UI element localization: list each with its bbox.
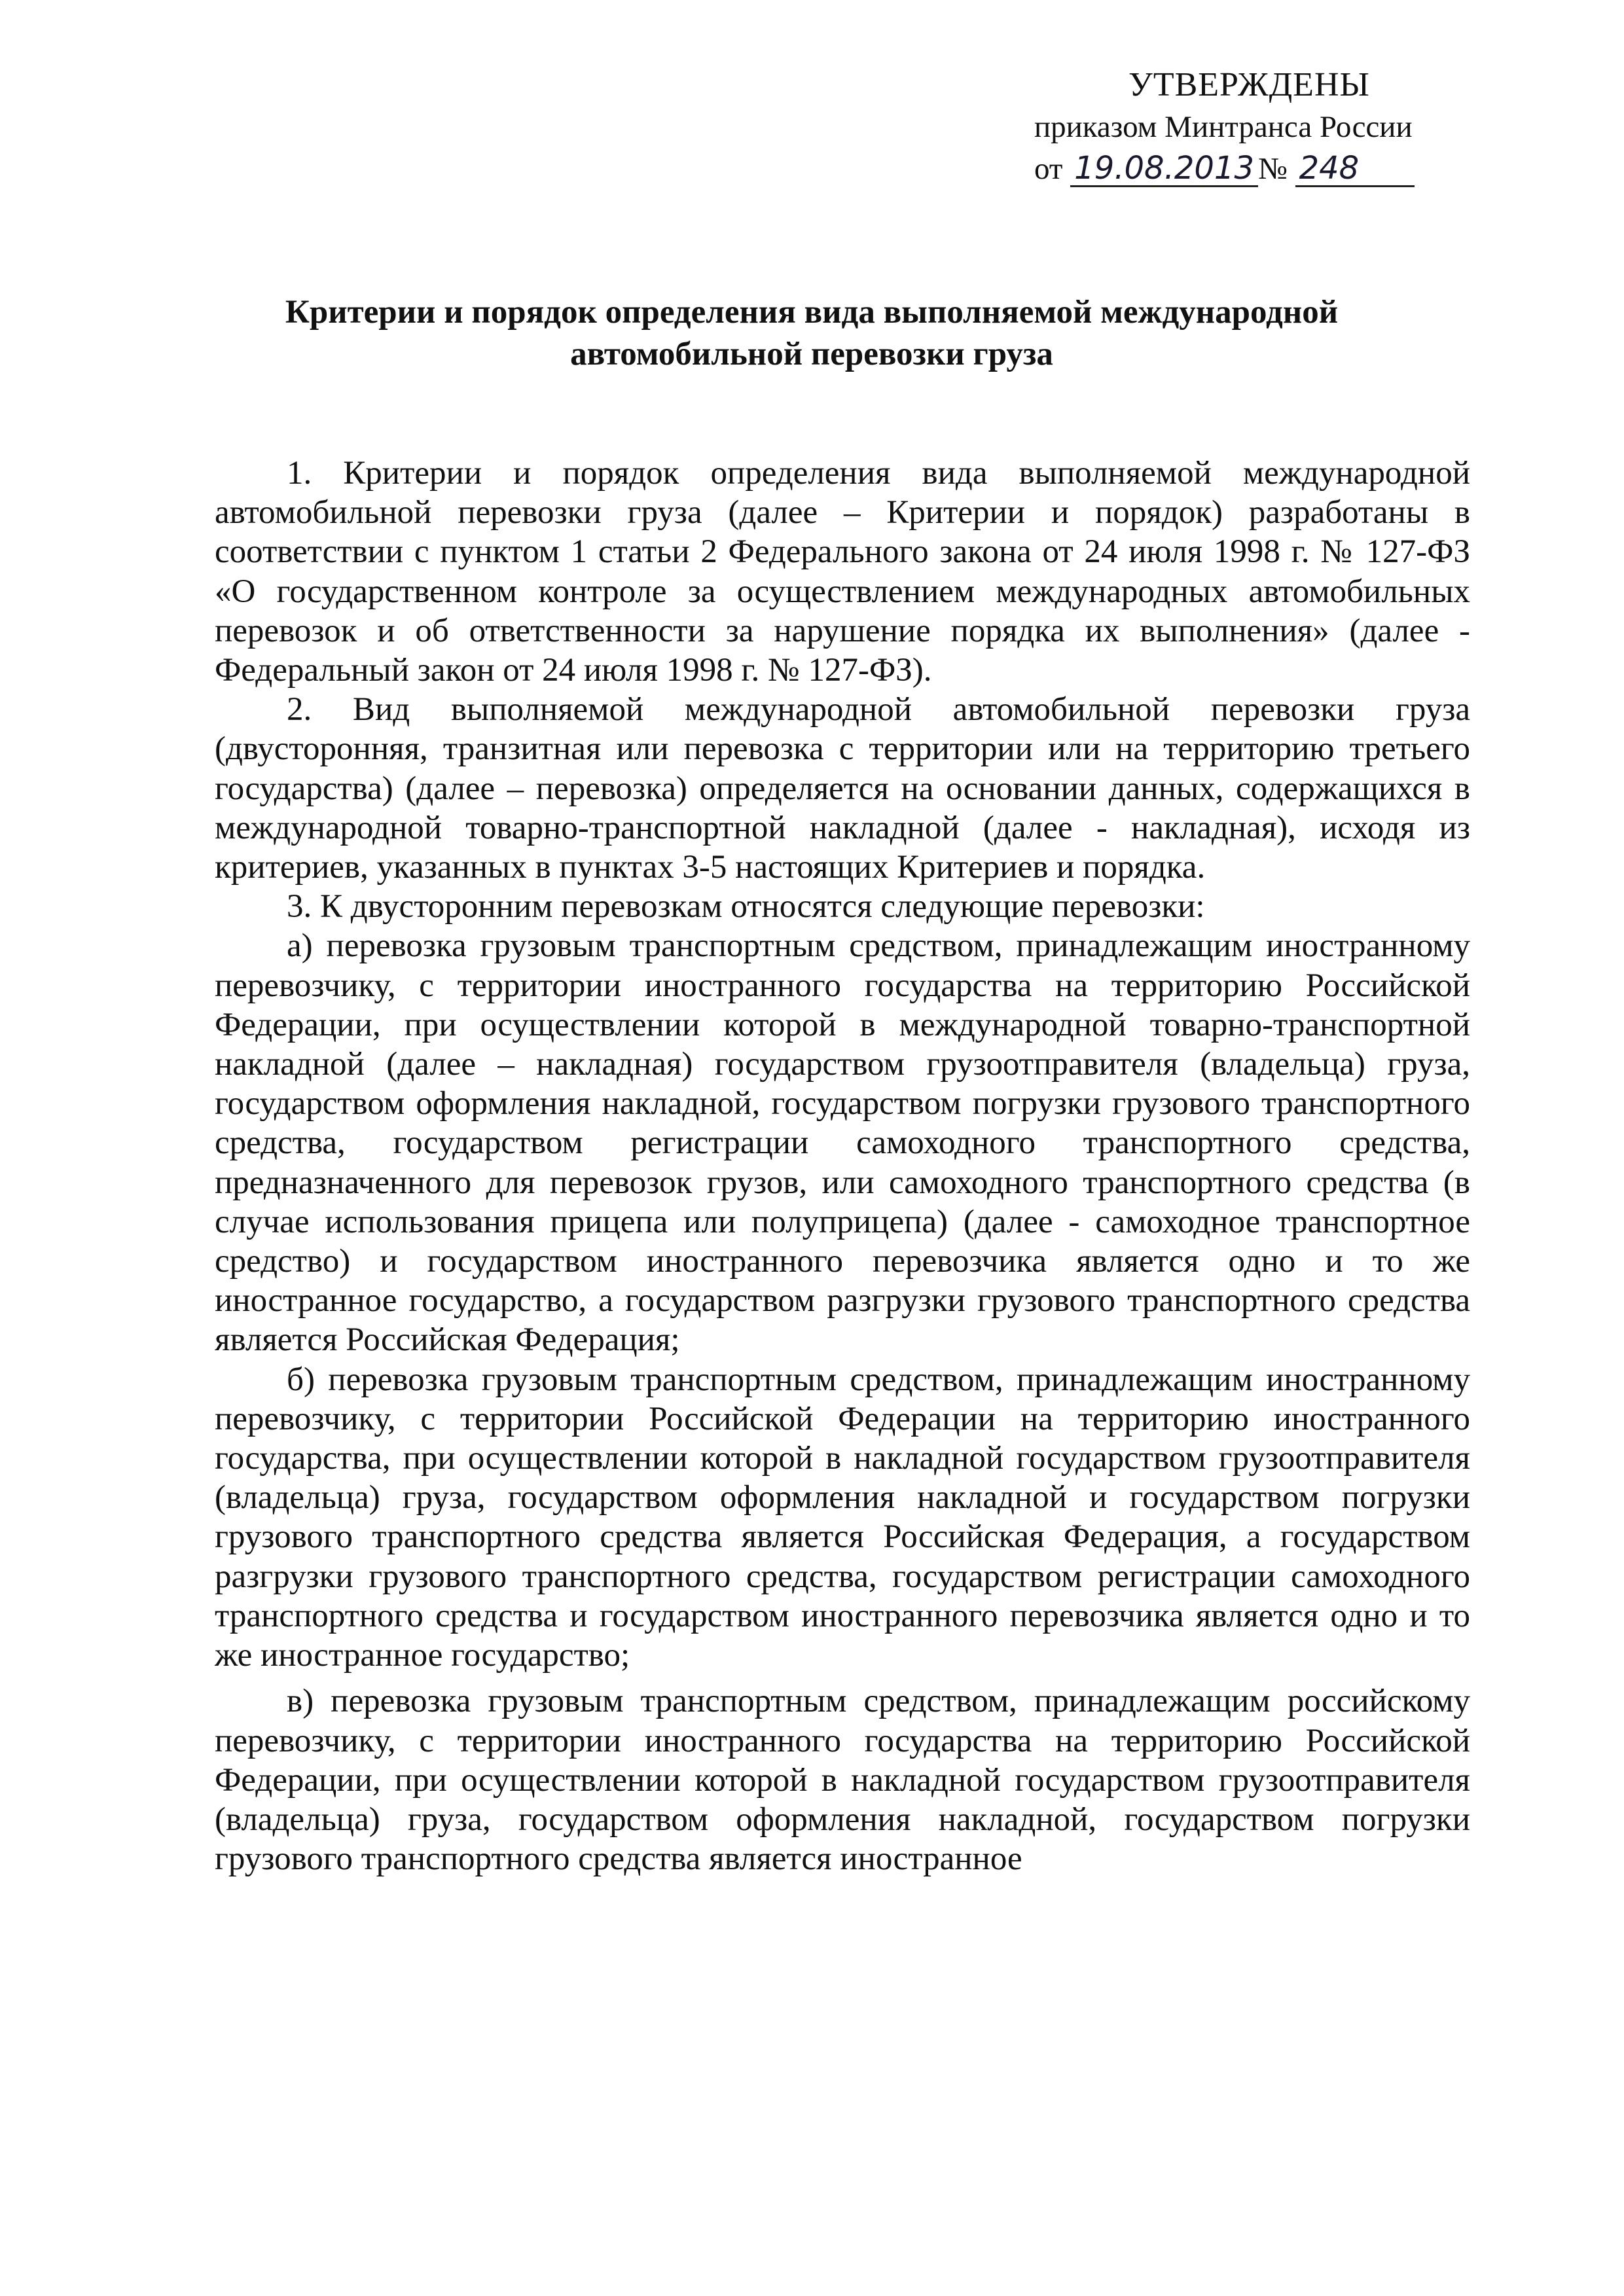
approval-date-line [1034,149,1415,188]
paragraph-2: 2. Вид выполняемой международной автомобильной перевозки груза (двусторонняя, транзитная или перевозка с территории или на территорию третьего государства) (далее – перевозка) определяется на основании данных, содержащихся в международной товарно-транспортной накладной (далее - накладная), исходя из критериев, указанных в пунктах 3-5 настоящих Критериев и порядка. [215,691,1470,886]
title-line-1: Критерии и порядок определения вида выполняемой международной [285,294,1339,331]
paragraph-1: 1. Критерии и порядок определения вида выполняемой международной автомобильной перевозки груза (далее – Критерии и порядок) разработаны в соответствии с пунктом 1 статьи 2 Федерального закона от 24 июля 1998 г. № 127-ФЗ «О государственном контроле за осуществлением международных автомобильных перевозок и об ответственности за нарушение порядка их выполнения» (далее - Федеральный закон от 24 июля 1998 г. № 127-ФЗ). [215,455,1470,689]
handwritten-date: 19.08.2013 [1070,151,1258,187]
date-prefix: от [1034,152,1063,186]
approval-heading: УТВЕРЖДЕНЫ [1128,66,1370,103]
paragraph-3: 3. К двусторонним перевозкам относятся следующие перевозки: [287,888,1205,925]
approval-order-line: приказом Минтранса России [1034,110,1413,144]
handwritten-number: 248 [1295,151,1415,187]
paragraph-3a: а) перевозка грузовым транспортным средством, принадлежащим иностранному перевозчику, с территории иностранного государства на территорию Российской Федерации, при осуществлении которой в международной товарно-транспортной накладной (далее – накладная) государством грузоотправителя (владельца) груза, государством оформления накладной, государством погрузки грузового транспортного средства, государством регистрации самоходного транспортного средства, предназначенного для перевозок грузов, или самоходного транспортного средства (в случае использования прицепа или полуприцепа) (далее - самоходное транспортное средство) и государством иностранного перевозчика является одно и то же иностранное государство, а государством разгрузки грузового транспортного средства является Российская Федерация; [215,927,1470,1359]
paragraph-3c: в) перевозка грузовым транспортным средством, принадлежащим российскому перевозчику, с территории иностранного государства на территорию Российской Федерации, при осуществлении которой в накладной государством грузоотправителя (владельца) груза, государством оформления накладной, государством погрузки грузового транспортного средства является иностранное [215,1683,1470,1878]
document-body [215,454,1470,1878]
document-title [216,291,1407,375]
number-sign: № [1258,152,1288,186]
paragraph-3b: б) перевозка грузовым транспортным средством, принадлежащим иностранному перевозчику, с территории Российской Федерации на территорию иностранного государства, при осуществлении которой в накладной государством грузоотправителя (владельца) груза, государством оформления накладной и государством погрузки грузового транспортного средства является Российская Федерация, а государством разгрузки грузового транспортного средства, государством регистрации самоходного транспортного средства и государством иностранного перевозчика является одно и то же иностранное государство; [215,1361,1470,1674]
title-line-2: автомобильной перевозки груза [570,336,1053,372]
